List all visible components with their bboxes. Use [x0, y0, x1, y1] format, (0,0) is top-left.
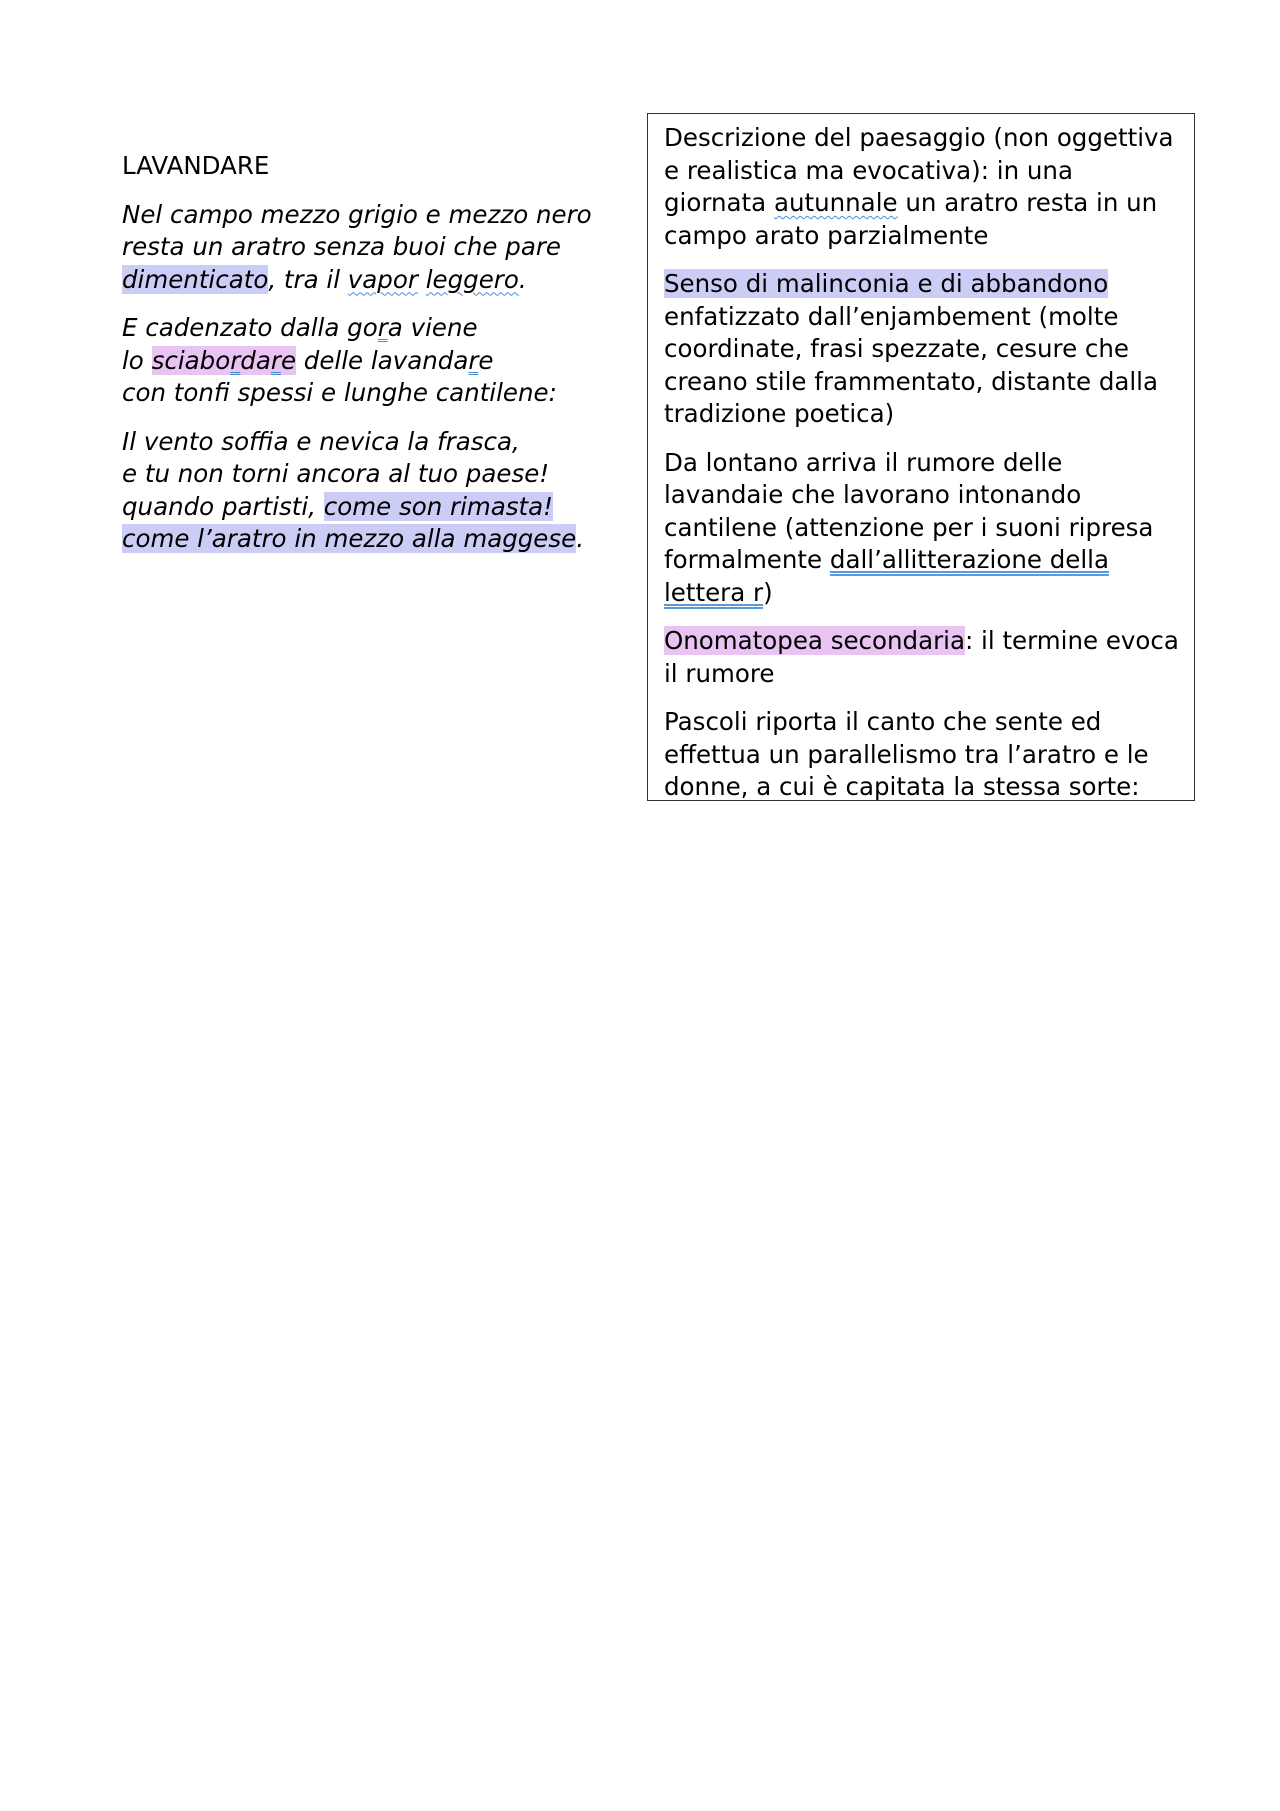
poem-line	[122, 523, 632, 556]
text-run: quando partisti,	[122, 491, 324, 521]
highlight-blue: come son rimasta!	[323, 491, 553, 521]
marked-letter: r	[230, 345, 241, 375]
poem-line: e tu non torni ancora al tuo paese!	[122, 459, 550, 488]
poem-stanza-3	[122, 426, 632, 556]
text-run: .	[576, 524, 585, 553]
poem-line	[122, 491, 632, 524]
poem-line	[122, 264, 632, 297]
comment-paragraph	[664, 447, 1180, 610]
text-run: lo	[122, 345, 152, 375]
text-run: E cadenzato dalla go	[122, 313, 378, 342]
poem-line: Nel campo mezzo grigio e mezzo nero	[122, 199, 592, 229]
text-run: enfatizzato dall’enjambement (molte coordinate, frasi spezzate, cesure che creano stile frammentato, distante dalla tradizione poetica)	[664, 301, 1159, 428]
poem-column	[122, 150, 632, 572]
spellcheck-word: autunnale	[773, 188, 898, 217]
text-run: Descrizione del paesaggio (non oggettiva e realistica ma evocativa): in una giornata	[664, 123, 1174, 217]
text-run: da	[240, 345, 271, 375]
poem-title: LAVANDARE	[122, 151, 270, 180]
spellcheck-word: vapor	[347, 264, 418, 294]
comment-paragraph	[664, 625, 1180, 690]
comment-paragraph: Pascoli riporta il canto che sente ed effettua un parallelismo tra l’aratro e le donne, a cui è capitata la stessa sorte:	[664, 707, 1149, 801]
highlight-blue: come l’aratro in mezzo alla maggese	[122, 524, 577, 553]
poem-line	[122, 312, 632, 345]
poem-stanza-2	[122, 312, 632, 410]
text-run: , tra il	[268, 264, 348, 294]
text-run: e	[478, 345, 494, 375]
poem-line	[122, 345, 632, 378]
highlight-blue: dimenticato	[122, 264, 269, 294]
comment-paragraph	[664, 268, 1180, 431]
marked-letter: r	[270, 345, 281, 375]
poem-line: con tonfi spessi e lunghe cantilene:	[122, 378, 557, 407]
text-run	[418, 265, 426, 294]
poem-line: resta un aratro senza buoi che pare	[122, 232, 561, 261]
text-run: a viene	[387, 313, 478, 342]
marked-letter: r	[377, 313, 388, 342]
poem-line: Il vento soffia e nevica la frasca,	[122, 426, 520, 456]
text-run: e	[280, 345, 297, 375]
marked-letter: r	[468, 345, 479, 375]
poem-stanza-1	[122, 199, 632, 297]
comment-paragraph	[664, 122, 1180, 252]
text-run: delle lavanda	[296, 345, 469, 375]
underlined-phrase: dall’allitterazione della lettera r	[664, 545, 1109, 607]
text-run: sciabo	[151, 345, 231, 375]
comment-textbox[interactable]	[647, 113, 1195, 801]
text-run: un aratro resta in un campo arato parzialmente	[664, 188, 1158, 250]
highlight-blue: Senso di malinconia e di abbandono	[664, 269, 1109, 298]
highlight-pink	[152, 346, 296, 375]
text-run: Da lontano arriva il rumore delle lavandaie che lavorano intonando cantilene (attenzione per i suoni ripresa formalmente	[664, 447, 1154, 574]
highlight-pink: Onomatopea secondaria	[664, 626, 965, 655]
text-run: : il termine evoca il rumore	[664, 626, 1179, 688]
text-run: )	[763, 577, 773, 607]
text-run: .	[518, 264, 527, 294]
spellcheck-word: leggero	[425, 264, 519, 294]
